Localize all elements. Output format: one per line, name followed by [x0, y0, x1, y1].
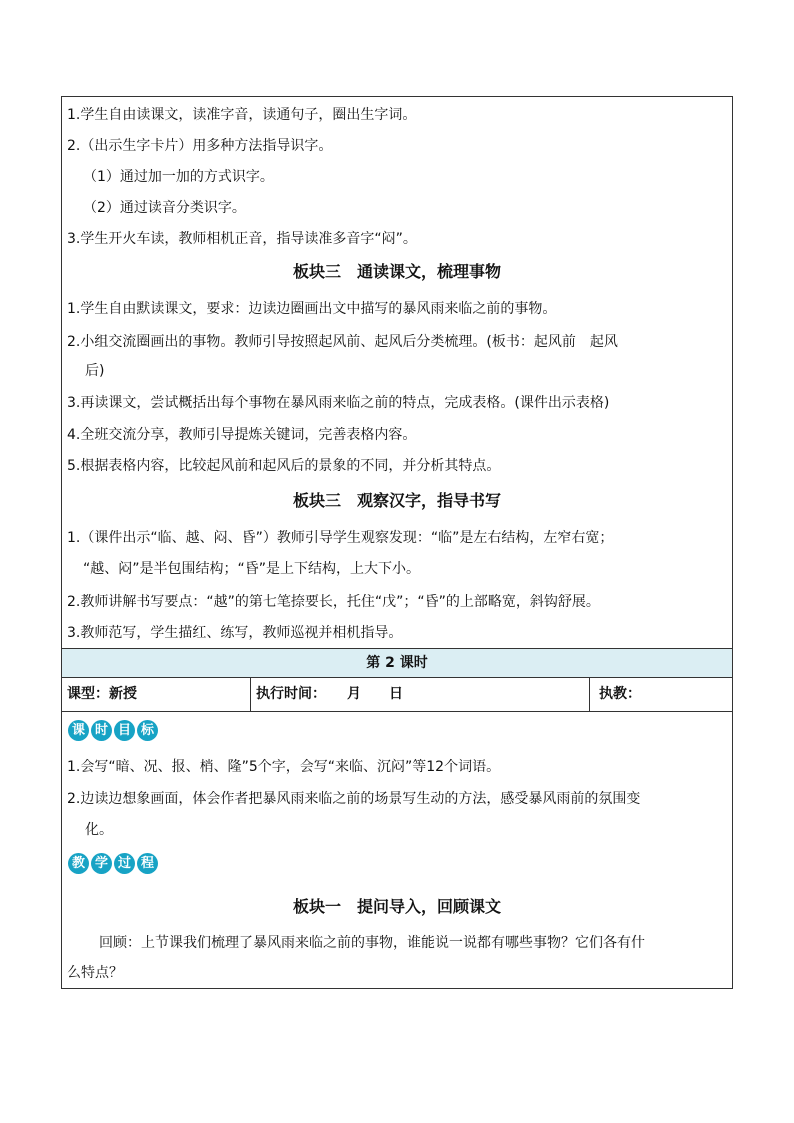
- text-line: 3.教师范写，学生描红、练写，教师巡视并相机指导。: [67, 625, 403, 641]
- text-line: 1.学生自由读课文，读准字音，读通句子，圈出生字词。: [67, 107, 417, 123]
- badge-char: 过: [114, 853, 135, 874]
- text-line: 回顾：上节课我们梳理了暴风雨来临之前的事物，谁能说一说都有哪些事物？它们各有什: [99, 935, 645, 951]
- text-line: 么特点？: [67, 965, 123, 981]
- section-heading: 板块一 提问导入，回顾课文: [292, 897, 501, 916]
- badge-char: 程: [137, 853, 158, 874]
- text-line: 2.（出示生字卡片）用多种方法指导识字。: [67, 138, 333, 154]
- text-line: （2）通过读音分类识字。: [83, 200, 246, 216]
- text-line: 2.教师讲解书写要点：“越”的第七笔捺要长，托住“戊”；“昏”的上部略宽，斜钩舒展。: [67, 594, 600, 610]
- teacher-cell: 执教：: [599, 686, 641, 702]
- text-line: 5.根据表格内容，比较起风前和起风后的景象的不同，并分析其特点。: [67, 458, 501, 474]
- badge-char: 课: [68, 720, 89, 741]
- column-divider: [250, 678, 251, 711]
- badge-char: 教: [68, 853, 89, 874]
- badge-char: 时: [91, 720, 112, 741]
- text-line: 2.边读边想象画面，体会作者把暴风雨来临之前的场景写生动的方法，感受暴风雨前的氛围变: [67, 791, 641, 807]
- badge-char: 目: [114, 720, 135, 741]
- text-line: 4.全班交流分享，教师引导提炼关键词，完善表格内容。: [67, 427, 417, 443]
- badge-char: 标: [137, 720, 158, 741]
- text-line: “越、闷”是半包围结构；“昏”是上下结构，上大下小。: [83, 561, 421, 577]
- column-divider: [589, 678, 590, 711]
- row-divider: [62, 711, 732, 712]
- lesson-type-cell: 课型：新授: [67, 686, 137, 702]
- execution-time-cell: 执行时间： 月 日: [256, 686, 403, 702]
- teaching-process-badge: [68, 853, 158, 874]
- section-heading: 板块三 观察汉字，指导书写: [292, 491, 501, 510]
- lesson-plan-table: [61, 96, 733, 989]
- lesson-period-band: 第 2 课时: [62, 649, 732, 677]
- badge-char: 学: [91, 853, 112, 874]
- text-line: 3.学生开火车读，教师相机正音，指导读准多音字“闷”。: [67, 231, 417, 247]
- text-line: 3.再读课文，尝试概括出每个事物在暴风雨来临之前的特点，完成表格。(课件出示表格): [67, 395, 610, 411]
- text-line: 2.小组交流圈画出的事物。教师引导按照起风前、起风后分类梳理。(板书：起风前 起风: [67, 334, 618, 350]
- text-line: 后): [85, 363, 105, 379]
- text-line: 1.（课件出示“临、越、闷、昏”）教师引导学生观察发现：“临”是左右结构，左窄右宽；: [67, 530, 614, 546]
- text-line: 1.学生自由默读课文，要求：边读边圈画出文中描写的暴风雨来临之前的事物。: [67, 301, 557, 317]
- text-line: （1）通过加一加的方式识字。: [83, 169, 274, 185]
- section-heading: 板块三 通读课文，梳理事物: [292, 262, 501, 281]
- lesson-goals-badge: [68, 720, 158, 741]
- text-line: 化。: [85, 822, 113, 838]
- text-line: 1.会写“暗、况、报、梢、隆”5个字，会写“来临、沉闷”等12个词语。: [67, 759, 501, 775]
